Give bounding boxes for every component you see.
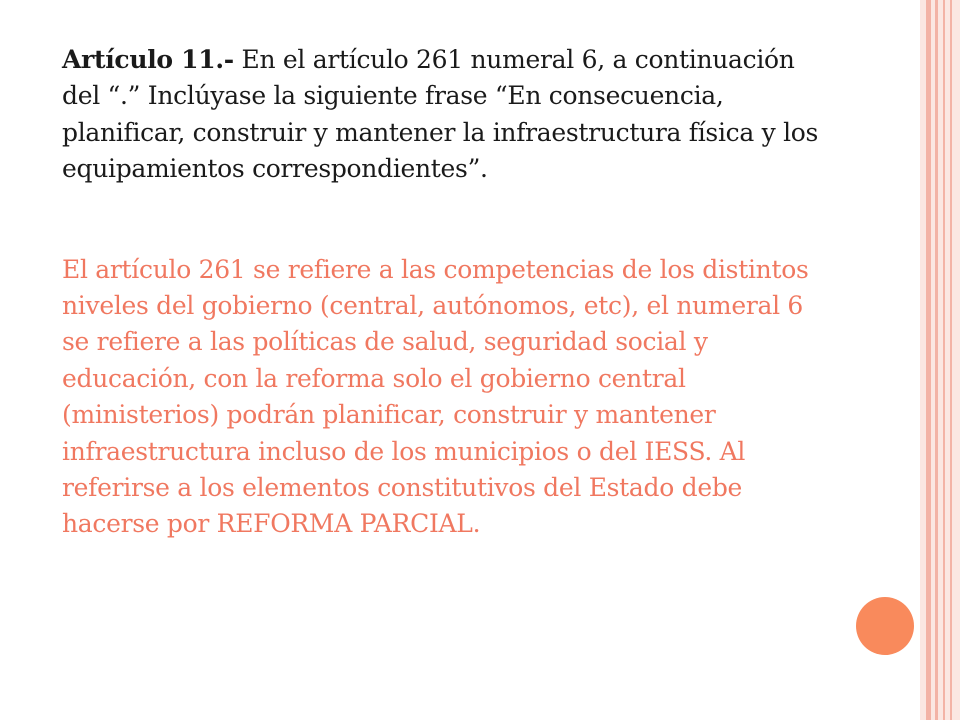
article-text: En el artículo 261 numeral 6, a continuación del “.” Inclúyase la siguiente frase “En consecuencia, planificar, construir y mantener la infraestructura física y los equipamientos correspondientes”. (62, 45, 819, 184)
decorative-circle (856, 597, 914, 655)
border-stripe-4 (950, 0, 952, 720)
commentary-paragraph: El artículo 261 se refiere a las competencias de los distintos niveles del gobierno (central, autónomos, etc), el numeral 6 se refiere a las políticas de salud, seguridad social y educación, con la reforma solo el gobierno central (ministerios) podrán planificar, construir y mantener infraestructura incluso de los municipios o del IESS. Al referirse a los elementos constitutivos del Estado debe hacerse por REFORMA PARCIAL. (62, 254, 809, 539)
border-stripe-2 (935, 0, 938, 720)
article-heading: Artículo 11.- (62, 45, 234, 74)
border-stripe-1 (926, 0, 931, 720)
slide-body (62, 42, 832, 543)
article-paragraph (62, 42, 832, 188)
border-stripe-3 (943, 0, 945, 720)
